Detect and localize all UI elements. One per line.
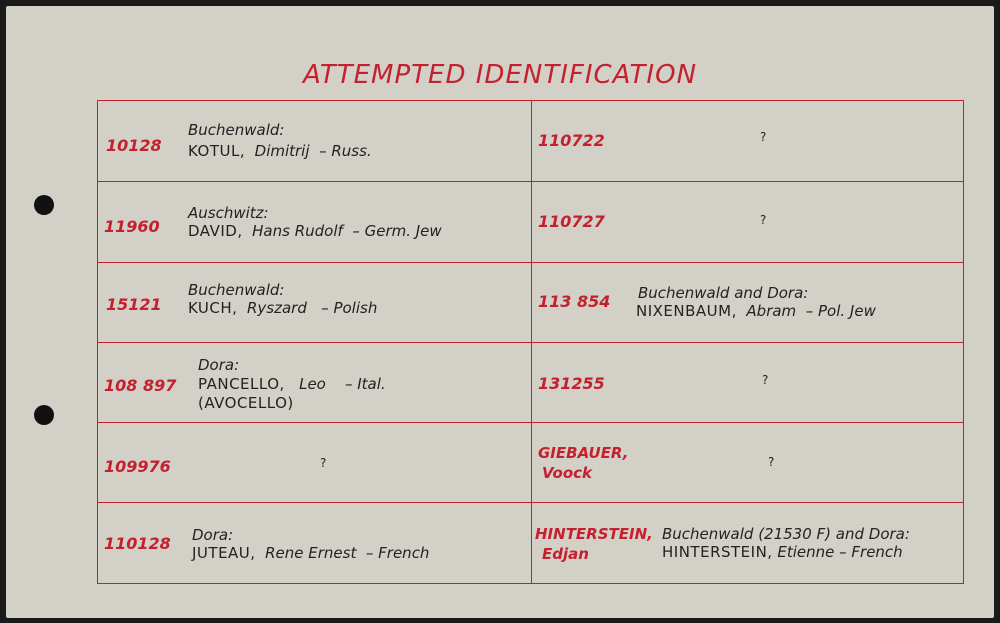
prisoner-name: GIEBAUER, <box>538 444 629 462</box>
prisoner-number: 110128 <box>104 534 171 553</box>
prisoner-number: 110727 <box>538 212 605 231</box>
unknown-mark: ? <box>768 455 775 469</box>
camp-label: Auschwitz: <box>188 204 269 222</box>
punch-hole-bottom <box>34 405 54 425</box>
prisoner-number: 15121 <box>106 295 162 314</box>
camp-label: Dora: <box>198 356 240 374</box>
camp-label: Buchenwald (21530 F) and Dora: <box>662 525 910 543</box>
identification-table <box>97 100 964 584</box>
unknown-mark: ? <box>762 373 769 387</box>
prisoner-number: 113 854 <box>538 292 611 311</box>
identity-line: NIXENBAUM, Abram – Pol. Jew <box>636 302 876 320</box>
camp-label: Buchenwald and Dora: <box>638 284 809 302</box>
camp-label: Buchenwald: <box>188 281 285 299</box>
camp-label: Buchenwald: <box>188 121 285 139</box>
identity-line: HINTERSTEIN, Etienne – French <box>662 543 903 561</box>
identity-line: JUTEAU, Rene Ernest – French <box>192 544 430 562</box>
prisoner-number: 10128 <box>106 136 162 155</box>
prisoner-given-name: Edjan <box>542 545 589 563</box>
identity-line: KUCH, Ryszard – Polish <box>188 299 378 317</box>
identity-line: DAVID, Hans Rudolf – Germ. Jew <box>188 222 442 240</box>
prisoner-number: 11960 <box>104 217 160 236</box>
unknown-mark: ? <box>760 213 767 227</box>
identity-line: PANCELLO, Leo – Ital. <box>198 375 386 393</box>
prisoner-number: 131255 <box>538 374 605 393</box>
alias-line: (AVOCELLO) <box>198 394 294 412</box>
prisoner-name: HINTERSTEIN, <box>535 525 653 543</box>
prisoner-number: 110722 <box>538 131 605 150</box>
unknown-mark: ? <box>320 456 327 470</box>
punch-hole-top <box>34 195 54 215</box>
card-title: ATTEMPTED IDENTIFICATION <box>302 60 698 90</box>
unknown-mark: ? <box>760 130 767 144</box>
prisoner-number: 109976 <box>104 457 171 476</box>
prisoner-given-name: Voock <box>542 464 592 482</box>
prisoner-number: 108 897 <box>104 376 177 395</box>
identity-line: KOTUL, Dimitrij – Russ. <box>188 142 372 160</box>
camp-label: Dora: <box>192 526 234 544</box>
